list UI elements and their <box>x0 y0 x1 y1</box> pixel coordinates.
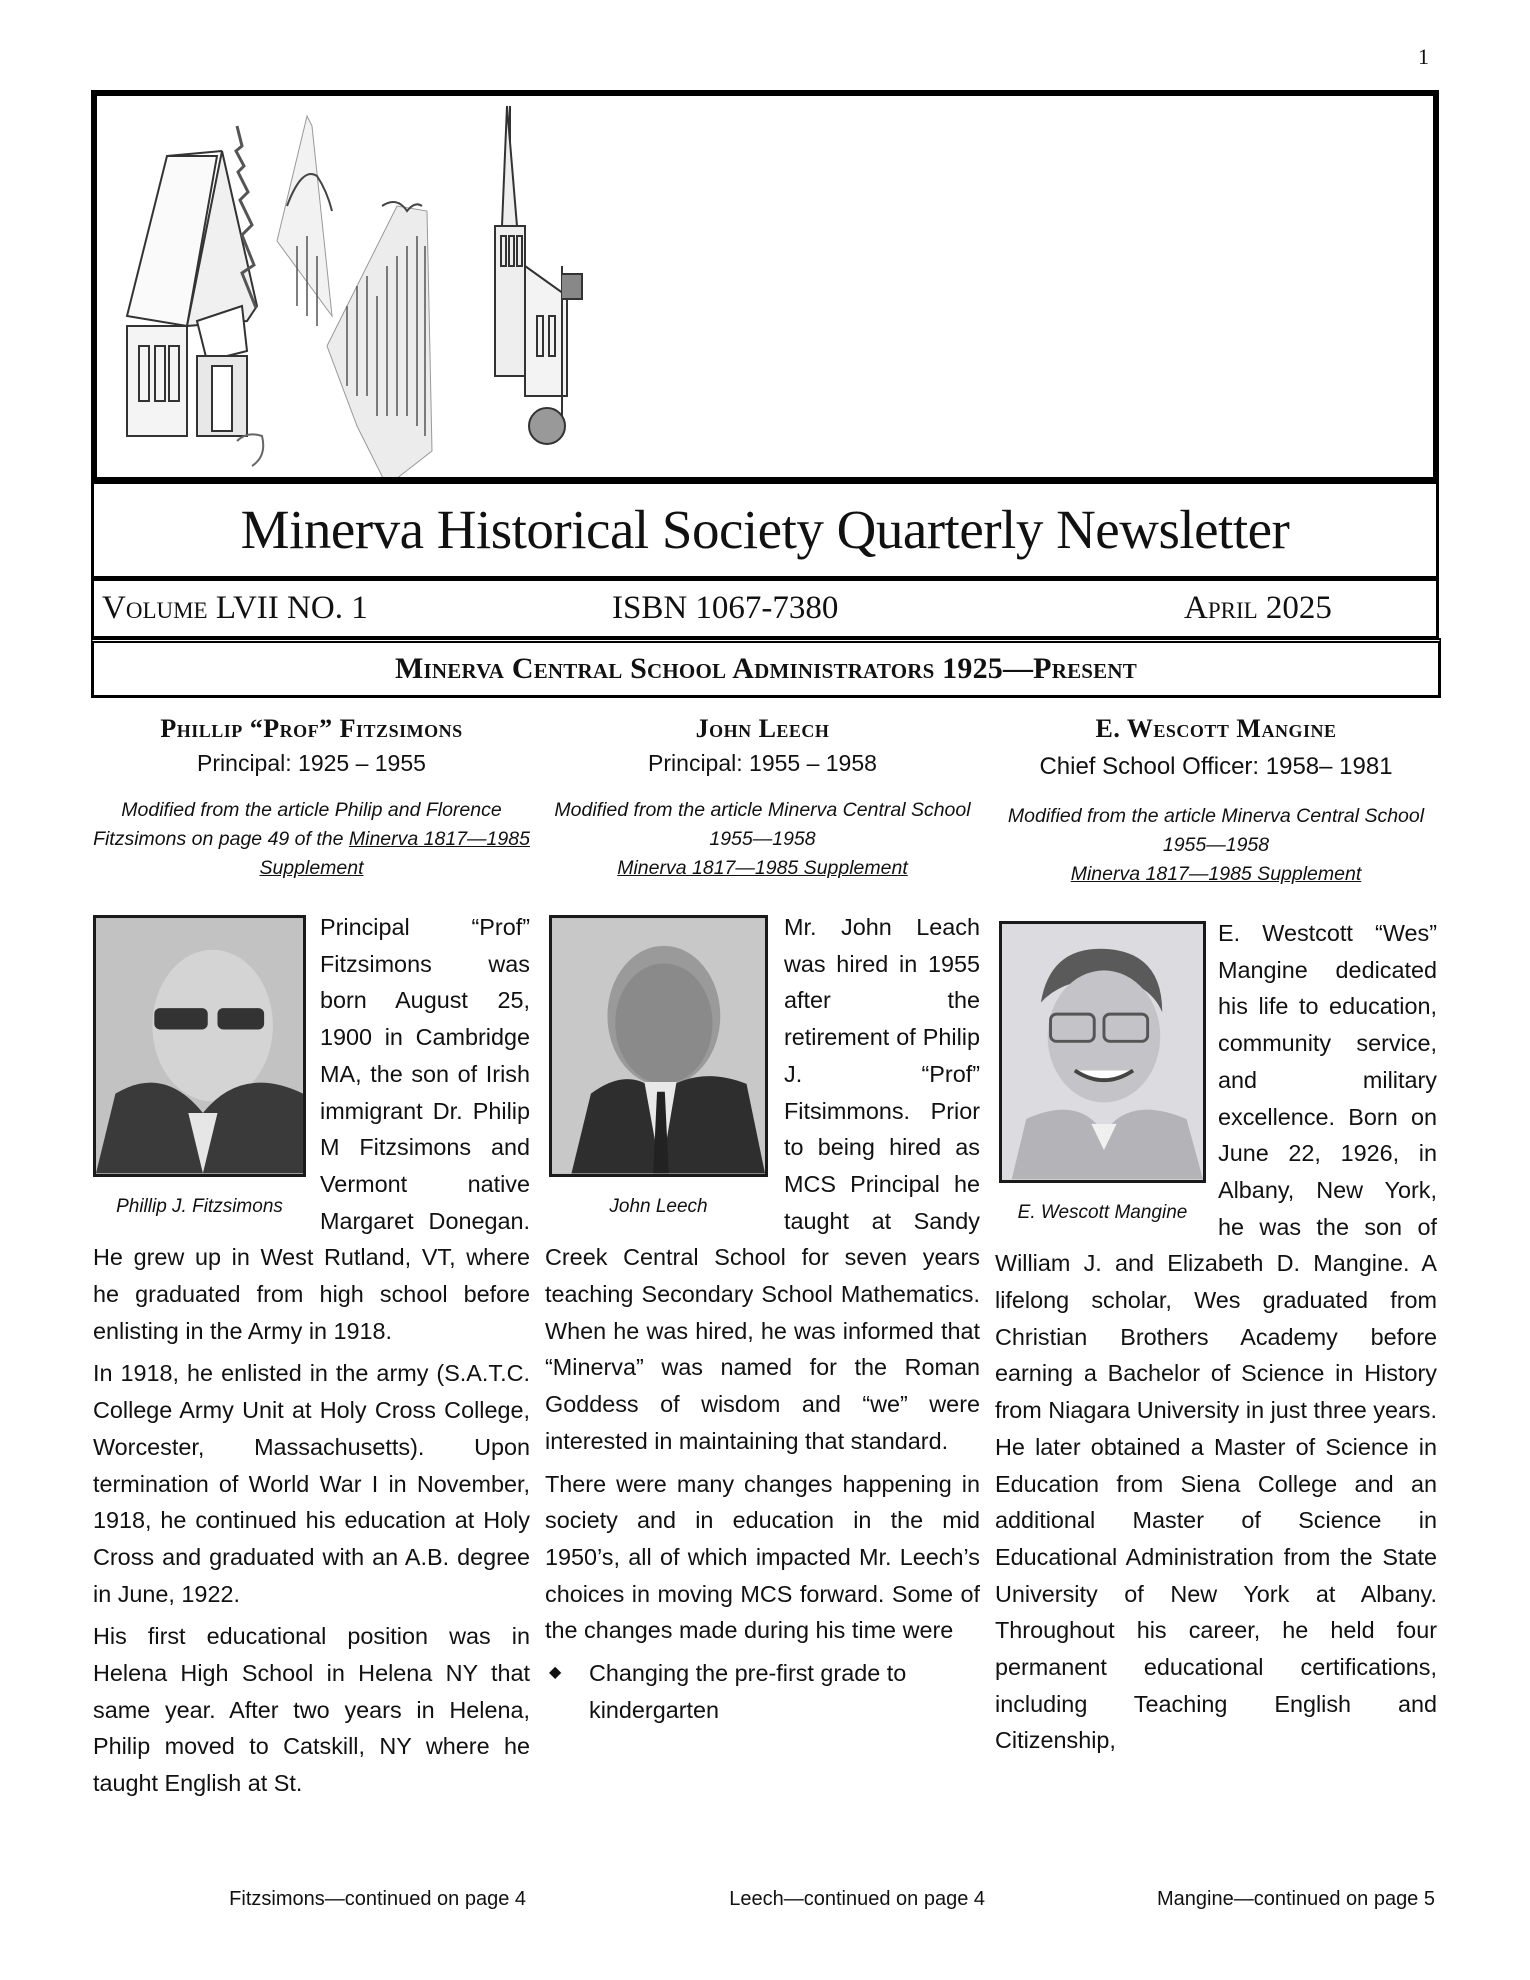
list-item <box>545 1655 980 1728</box>
photo-caption: John Leech <box>609 1196 708 1217</box>
article-leech <box>545 712 980 1728</box>
source-note-text: Modified from the article Philip and Florence Fitzsimons on page 49 of the <box>93 799 502 850</box>
continued-notice: Fitzsimons—continued on page 4 <box>229 1888 526 1910</box>
photo-caption: E. Wescott Mangine <box>1017 1202 1188 1223</box>
article-header <box>93 712 530 883</box>
list-item-text: Changing the pre-first grade to kindergarten <box>589 1660 907 1723</box>
source-note <box>995 802 1437 889</box>
section-title: Minerva Central School Administrators 1925—Present <box>395 652 1137 685</box>
portrait-icon <box>96 918 303 1174</box>
portrait-photo <box>93 915 306 1177</box>
issue-info-band <box>91 578 1439 639</box>
source-note <box>93 796 530 883</box>
article-header <box>545 712 980 883</box>
administrator-name: E. Wescott Mangine <box>1095 714 1337 743</box>
article-body <box>995 915 1437 1759</box>
sketch-art-icon <box>97 96 1433 477</box>
source-note-text: Modified from the article Minerva Central School 1955—1958 <box>1007 805 1425 856</box>
continued-notice: Mangine—continued on page 5 <box>1157 1888 1435 1910</box>
photo-figure <box>999 921 1206 1232</box>
administrator-role: Principal: 1955 – 1958 <box>648 750 877 776</box>
paragraph: Principal “Prof” Fitzsimons was born August 25, 1900 in Cambridge MA, the son of Irish immigrant Dr. Philip M Fitzsimons and Vermont native Margaret Donegan. He grew up in West Rutland, VT, where he graduated from high school before enlisting in the Army in 1918. <box>93 914 530 1344</box>
changes-list <box>545 1655 980 1728</box>
administrator-role: Chief School Officer: 1958– 1981 <box>1039 753 1393 780</box>
paragraph: Mr. John Leach was hired in 1955 after the retirement of Philip J. “Prof” Fitsimmons. Prior to being hired as MCS Principal he taught at Sandy Creek Central School for seven years teaching Secondary School Mathematics. When he was hired, he was informed that “Minerva” was named for the Roman Goddess of wisdom and “we” were interested in maintaining that standard. <box>545 914 980 1454</box>
volume-number: Volume LVII NO. 1 <box>102 590 368 626</box>
article-mangine <box>995 712 1437 1765</box>
source-link[interactable]: Minerva 1817—1985 Supplement <box>259 828 530 879</box>
administrator-role: Principal: 1925 – 1955 <box>197 750 426 776</box>
source-note <box>545 796 980 883</box>
page-number: 1 <box>1418 44 1429 69</box>
source-link[interactable]: Minerva 1817—1985 Supplement <box>617 857 908 879</box>
source-note-text: Modified from the article Minerva Central School 1955—1958 <box>554 799 971 850</box>
photo-caption: Phillip J. Fitzsimons <box>116 1196 283 1217</box>
photo-figure <box>549 915 768 1226</box>
article-fitzsimons <box>93 712 530 1808</box>
source-link[interactable]: Minerva 1817—1985 Supplement <box>1070 863 1362 885</box>
paragraph: In 1918, he enlisted in the army (S.A.T.C. College Army Unit at Holy Cross College, Worcester, Massachusetts). Upon termination of World War I in November, 1918, he continued his education at Holy Cross and graduated with an A.B. degree in June, 1922. <box>93 1360 530 1607</box>
article-header <box>995 712 1437 889</box>
isbn: ISBN 1067-7380 <box>612 590 839 626</box>
article-body <box>93 909 530 1802</box>
issue-date: April 2025 <box>1184 590 1332 626</box>
newsletter-title-band <box>91 482 1439 579</box>
diamond-bullet-icon: ◆ <box>549 1664 562 1682</box>
administrator-name: John Leech <box>695 714 830 743</box>
photo-figure <box>93 915 306 1226</box>
newsletter-title: Minerva Historical Society Quarterly Newsletter <box>240 498 1290 560</box>
portrait-photo <box>549 915 768 1177</box>
paragraph: His first educational position was in Helena High School in Helena NY that same year. After two years in Helena, Philip moved to Catskill, NY where he taught English at St. <box>93 1623 530 1797</box>
continued-notice: Leech—continued on page 4 <box>729 1888 985 1910</box>
portrait-icon <box>1002 924 1203 1180</box>
paragraph: E. Westcott “Wes” Mangine dedicated his life to education, community service, and military excellence. Born on June 22, 1926, in Albany, New York, he was the son of William J. and Elizabeth D. Mangine. A lifelong scholar, Wes graduated from Christian Brothers Academy before earning a Bachelor of Science in History from Niagara University in just three years. He later obtained a Master of Science in Education from Siena College and an additional Master of Science in Educational Administration from the State University of New York at Albany. Throughout his career, he held four permanent educational certifications, including Teaching English and Citizenship, <box>995 920 1437 1754</box>
section-title-band <box>91 638 1441 698</box>
paragraph: There were many changes happening in society and in education in the mid 1950’s, all of which impacted Mr. Leech’s choices in moving MCS forward. Some of the changes made during his time were <box>545 1470 980 1644</box>
portrait-photo <box>999 921 1206 1183</box>
portrait-icon <box>552 918 765 1174</box>
masthead-illustration <box>91 90 1439 484</box>
administrator-name: Phillip “Prof” Fitzsimons <box>160 714 463 743</box>
article-body <box>545 909 980 1728</box>
